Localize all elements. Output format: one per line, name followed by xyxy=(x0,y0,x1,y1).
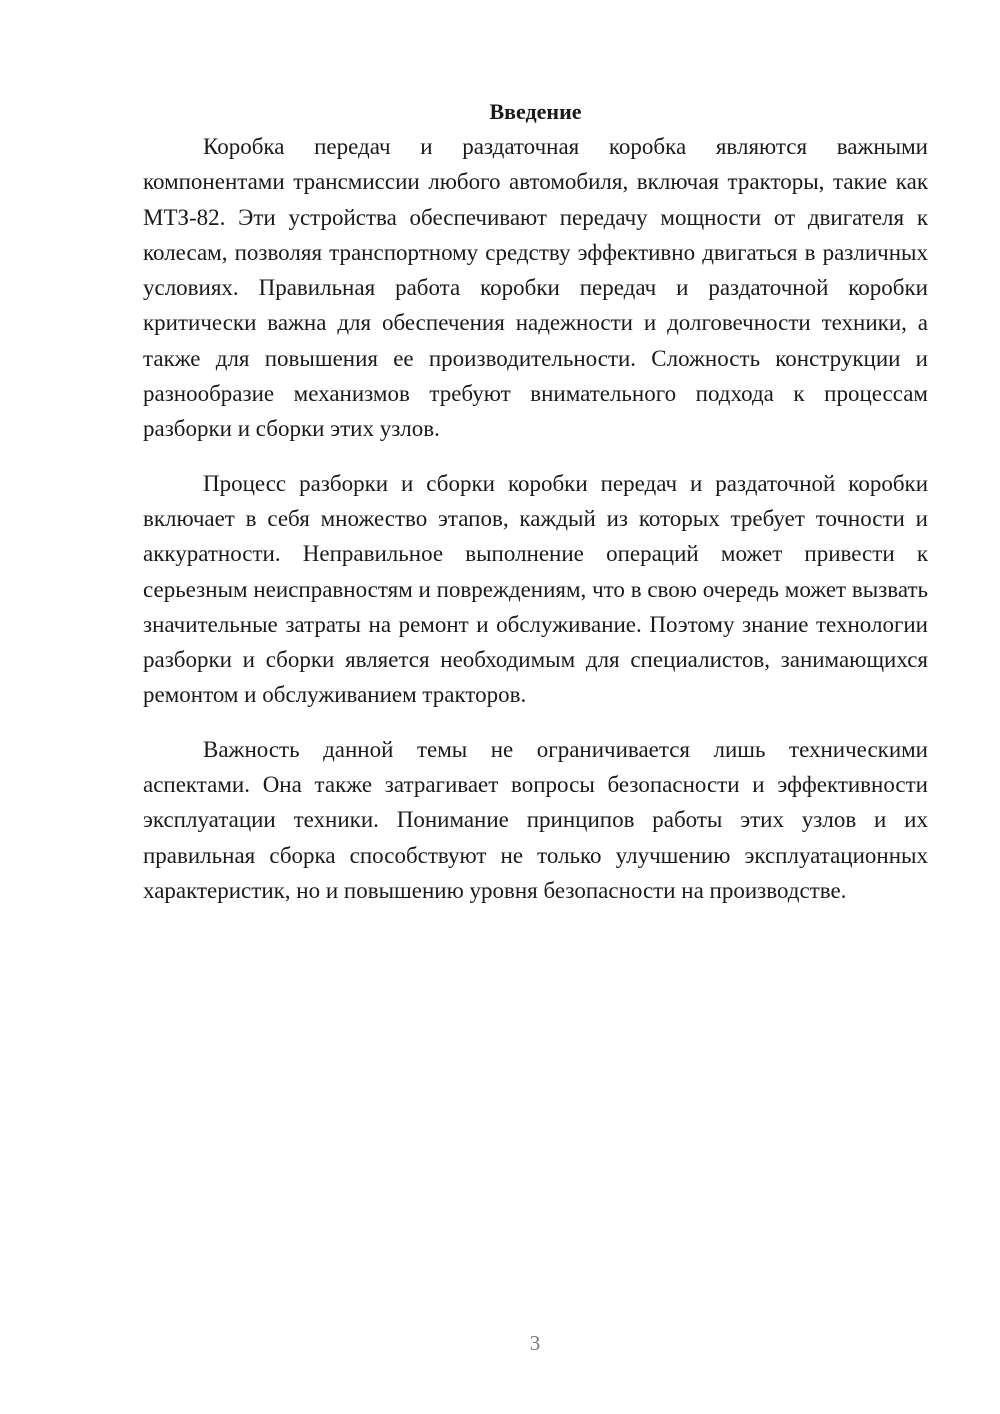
paragraph-3: Важность данной темы не ограничивается лишь техническими аспектами. Она также затрагивает вопросы безопасности и эффективности эксплуатации техники. Понимание принципов работы этих узлов и их правильная сборка способствуют не только улучшению эксплуатационных характеристик, но и повышению уровня безопасности на производстве. xyxy=(143,736,928,903)
section-heading: Введение xyxy=(489,99,582,124)
paragraph-2: Процесс разборки и сборки коробки передач и раздаточной коробки включает в себя множество этапов, каждый из которых требует точности и аккуратности. Неправильное выполнение операций может привести к серьезным неисправностям и повреждениям, что в свою очередь может вызвать значительные затраты на ремонт и обслуживание. Поэтому знание технологии разборки и сборки является необходимым для специалистов, занимающихся ремонтом и обслуживанием тракторов. xyxy=(143,470,928,708)
paragraph-1: Коробка передач и раздаточная коробка являются важными компонентами трансмиссии любого автомобиля, включая тракторы, такие как МТЗ-82. Эти устройства обеспечивают передачу мощности от двигателя к колесам, позволяя транспортному средству эффективно двигаться в различных условиях. Правильная работа коробки передач и раздаточной коробки критически важна для обеспечения надежности и долговечности техники, а также для повышения ее производительности. Сложность конструкции и разнообразие механизмов требуют внимательного подхода к процессам разборки и сборки этих узлов. xyxy=(143,134,928,442)
document-body xyxy=(143,94,928,908)
page-number: 3 xyxy=(529,1331,541,1355)
